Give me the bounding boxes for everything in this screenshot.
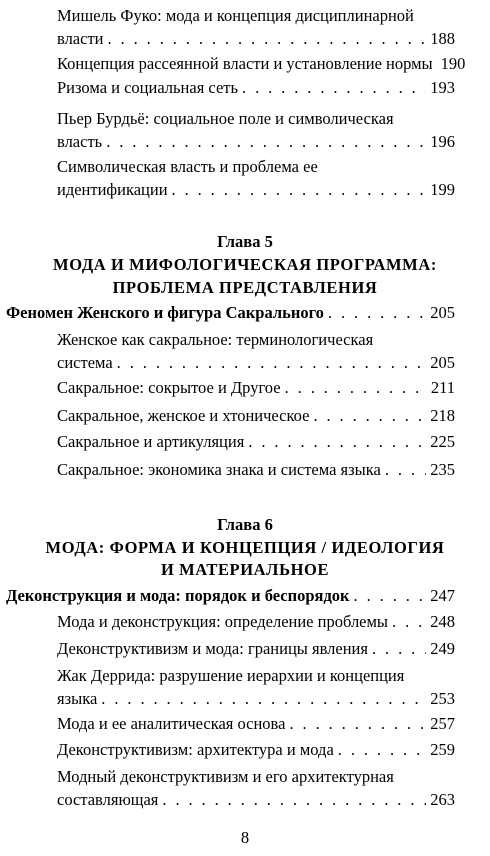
toc-entry-text: Пьер Бурдьё: социальное поле и символическая: [57, 109, 394, 128]
toc-entry-text: Деконструкция и мода: порядок и беспорядок: [6, 586, 350, 605]
toc-entry-feminine-as-sacred: [57, 328, 455, 374]
toc-page-number: 199: [430, 180, 455, 199]
toc-page-number: 193: [430, 78, 455, 97]
toc-entry-text: Сакральное: сокрытое и Другое: [57, 378, 281, 397]
toc-entry-foucault: [57, 4, 455, 50]
toc-entry-boundaries: [57, 637, 455, 660]
toc-entry-text: Модный деконструктивизм и его архитектурная: [57, 767, 394, 786]
toc-entry-text: система: [57, 353, 113, 372]
toc-page-number: 205: [430, 353, 455, 372]
toc-entry-bourdieu: [57, 107, 455, 153]
toc-entry-hidden-other: [57, 376, 455, 399]
toc-entry-analytical-basis: [57, 712, 455, 735]
toc-entry-problem-definition: [57, 610, 455, 633]
chapter-5-title-line-2: ПРОБЛЕМА ПРЕДСТАВЛЕНИЯ: [112, 278, 378, 297]
page-number: 8: [240, 828, 250, 847]
dot-leader: [101, 687, 426, 710]
toc-page-number: 225: [430, 432, 455, 451]
toc-entry-text: Сакральное и артикуляция: [57, 432, 245, 451]
toc-entry-text: Женское как сакральное: терминологическая: [57, 330, 374, 349]
toc-entry-derrida: [57, 664, 455, 710]
chapter-5-label: Глава 5: [217, 232, 273, 251]
dot-leader: [162, 788, 426, 811]
toc-page-number: 218: [430, 406, 455, 425]
toc-main-entry-feminine-sacred: [6, 301, 455, 324]
toc-page-number: 253: [430, 689, 455, 708]
toc-entry-architecture: [57, 738, 455, 761]
dot-leader: [285, 376, 427, 399]
chapter-5-title-line-1: МОДА И МИФОЛОГИЧЕСКАЯ ПРОГРАММА:: [53, 255, 437, 274]
chapter-6-title-line-2: И МАТЕРИАЛЬНОЕ: [160, 560, 330, 579]
dot-leader: [117, 351, 427, 374]
dot-leader: [372, 637, 426, 660]
toc-entry-diffuse-power: [57, 52, 466, 75]
toc-entry-rhizome: [57, 76, 455, 99]
dot-leader: [392, 610, 426, 633]
toc-entry-text: Деконструктивизм: архитектура и мода: [57, 740, 334, 759]
dot-leader: [172, 178, 427, 201]
toc-page-number: 235: [430, 460, 455, 479]
toc-page-number: 211: [430, 378, 455, 397]
toc-entry-text: Символическая власть и проблема ее: [57, 157, 318, 176]
toc-entry-text: Мода и деконструкция: определение проблемы: [57, 612, 389, 631]
toc-entry-text: Сакральное: экономика знака и система языка: [57, 460, 381, 479]
dot-leader: [385, 458, 426, 481]
dot-leader: [289, 712, 426, 735]
toc-entry-text: идентификации: [57, 180, 168, 199]
dot-leader: [338, 738, 426, 761]
toc-page-number: 188: [430, 29, 455, 48]
dot-leader: [313, 404, 426, 427]
toc-entry-text: языка: [57, 689, 98, 708]
toc-entry-text: составляющая: [57, 790, 159, 809]
toc-entry-text: Жак Деррида: разрушение иерархии и концепция: [57, 666, 405, 685]
toc-main-entry-deconstruction: [6, 584, 455, 607]
toc-page-number: 263: [430, 790, 455, 809]
toc-entry-text: Деконструктивизм и мода: границы явления: [57, 639, 368, 658]
dot-leader: [354, 584, 427, 607]
toc-page-number: 257: [430, 714, 455, 733]
toc-entry-fashion-deconstructivism: [57, 765, 455, 811]
toc-page-number: 259: [430, 740, 455, 759]
dot-leader: [106, 130, 426, 153]
toc-entry-text: власть: [57, 132, 103, 151]
dot-leader: [242, 76, 426, 99]
toc-entry-text: власти: [57, 29, 104, 48]
toc-page-number: 190: [440, 54, 466, 73]
toc-page-number: 248: [430, 612, 455, 631]
toc-page-number: 196: [430, 132, 455, 151]
toc-entry-text: Сакральное, женское и хтоническое: [57, 406, 310, 425]
toc-page-number: 205: [430, 303, 455, 322]
toc-page-number: 247: [430, 586, 455, 605]
toc-entry-sign-economy: [57, 458, 455, 481]
toc-entry-chthonic: [57, 404, 455, 427]
dot-leader: [328, 301, 426, 324]
toc-entry-text: Мода и ее аналитическая основа: [57, 714, 286, 733]
dot-leader: [248, 430, 426, 453]
toc-entry-text: Концепция рассеянной власти и установление нормы: [57, 54, 433, 73]
toc-entry-symbolic-power: [57, 155, 455, 201]
toc-entry-text: Мишель Фуко: мода и концепция дисциплинарной: [57, 6, 414, 25]
toc-page-number: 249: [430, 639, 455, 658]
dot-leader: [108, 27, 427, 50]
chapter-6-label: Глава 6: [217, 515, 273, 534]
chapter-6-title-line-1: МОДА: ФОРМА И КОНЦЕПЦИЯ / ИДЕОЛОГИЯ: [45, 538, 445, 557]
toc-entry-text: Ризома и социальная сеть: [57, 78, 239, 97]
toc-entry-text: Феномен Женского и фигура Сакрального: [6, 303, 324, 322]
toc-entry-articulation: [57, 430, 455, 453]
